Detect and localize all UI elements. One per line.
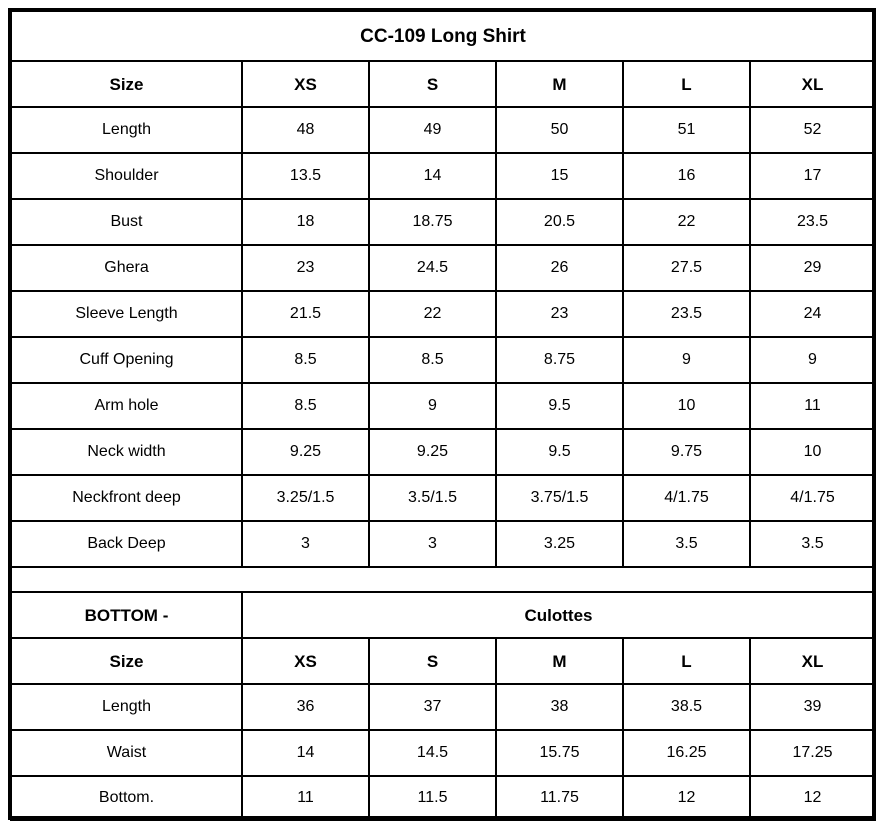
- measurement-value: 23: [496, 291, 623, 337]
- measurement-value: 9.5: [496, 429, 623, 475]
- measurement-value: 3: [242, 521, 369, 567]
- table-row: [11, 730, 875, 776]
- measurement-value: 23: [242, 245, 369, 291]
- measurement-value: 10: [750, 429, 875, 475]
- table-row: [11, 199, 875, 245]
- measurement-value: 20.5: [496, 199, 623, 245]
- measurement-value: 13.5: [242, 153, 369, 199]
- measurement-value: 17: [750, 153, 875, 199]
- measurement-value: 4/1.75: [623, 475, 750, 521]
- measurement-value: 9.75: [623, 429, 750, 475]
- measurement-value: 49: [369, 107, 496, 153]
- measurement-label: Bust: [11, 199, 242, 245]
- bottom-section-row: [11, 592, 875, 638]
- measurement-value: 3.5: [623, 521, 750, 567]
- measurement-value: 11.5: [369, 776, 496, 820]
- measurement-value: 16.25: [623, 730, 750, 776]
- title-row: [11, 11, 875, 61]
- size-column-header: M: [496, 638, 623, 684]
- size-column-header: S: [369, 61, 496, 107]
- measurement-value: 8.5: [369, 337, 496, 383]
- measurement-value: 38: [496, 684, 623, 730]
- measurement-value: 36: [242, 684, 369, 730]
- measurement-value: 11: [242, 776, 369, 820]
- measurement-value: 37: [369, 684, 496, 730]
- measurement-value: 14.5: [369, 730, 496, 776]
- measurement-value: 38.5: [623, 684, 750, 730]
- measurement-label: Sleeve Length: [11, 291, 242, 337]
- measurement-label: Length: [11, 107, 242, 153]
- measurement-value: 3.25/1.5: [242, 475, 369, 521]
- bottom-section-label: BOTTOM -: [11, 592, 242, 638]
- measurement-value: 18.75: [369, 199, 496, 245]
- measurement-value: 4/1.75: [750, 475, 875, 521]
- size-column-header: XS: [242, 638, 369, 684]
- spacer-row: [11, 567, 875, 592]
- size-column-header: XL: [750, 61, 875, 107]
- table-row: [11, 107, 875, 153]
- measurement-value: 10: [623, 383, 750, 429]
- measurement-label: Neckfront deep: [11, 475, 242, 521]
- measurement-value: 18: [242, 199, 369, 245]
- size-header-cell: Size: [11, 638, 242, 684]
- measurement-label: Bottom.: [11, 776, 242, 820]
- measurement-value: 3.25: [496, 521, 623, 567]
- top-header-row: [11, 61, 875, 107]
- measurement-value: 14: [369, 153, 496, 199]
- measurement-value: 3: [369, 521, 496, 567]
- measurement-value: 23.5: [750, 199, 875, 245]
- measurement-value: 3.5/1.5: [369, 475, 496, 521]
- measurement-label: Neck width: [11, 429, 242, 475]
- measurement-value: 27.5: [623, 245, 750, 291]
- table-row: [11, 291, 875, 337]
- measurement-value: 8.5: [242, 383, 369, 429]
- measurement-value: 50: [496, 107, 623, 153]
- measurement-value: 52: [750, 107, 875, 153]
- measurement-label: Cuff Opening: [11, 337, 242, 383]
- table-row: [11, 245, 875, 291]
- measurement-value: 51: [623, 107, 750, 153]
- measurement-value: 22: [369, 291, 496, 337]
- measurement-value: 24.5: [369, 245, 496, 291]
- measurement-value: 9: [750, 337, 875, 383]
- measurement-label: Arm hole: [11, 383, 242, 429]
- measurement-value: 29: [750, 245, 875, 291]
- bottom-garment-name: Culottes: [242, 592, 875, 638]
- measurement-value: 39: [750, 684, 875, 730]
- measurement-value: 24: [750, 291, 875, 337]
- measurement-value: 22: [623, 199, 750, 245]
- size-column-header: L: [623, 638, 750, 684]
- measurement-value: 23.5: [623, 291, 750, 337]
- measurement-value: 26: [496, 245, 623, 291]
- measurement-label: Length: [11, 684, 242, 730]
- measurement-value: 8.5: [242, 337, 369, 383]
- size-column-header: XS: [242, 61, 369, 107]
- measurement-value: 9: [623, 337, 750, 383]
- measurement-value: 21.5: [242, 291, 369, 337]
- table-row: [11, 153, 875, 199]
- measurement-value: 9.5: [496, 383, 623, 429]
- measurement-value: 9.25: [369, 429, 496, 475]
- measurement-value: 12: [750, 776, 875, 820]
- measurement-label: Waist: [11, 730, 242, 776]
- size-column-header: XL: [750, 638, 875, 684]
- size-column-header: S: [369, 638, 496, 684]
- bottom-header-row: [11, 638, 875, 684]
- table-row: [11, 383, 875, 429]
- measurement-value: 15.75: [496, 730, 623, 776]
- measurement-value: 9.25: [242, 429, 369, 475]
- measurement-value: 16: [623, 153, 750, 199]
- measurement-value: 11: [750, 383, 875, 429]
- measurement-label: Shoulder: [11, 153, 242, 199]
- measurement-value: 3.5: [750, 521, 875, 567]
- measurement-value: 17.25: [750, 730, 875, 776]
- size-chart-table: [10, 10, 876, 821]
- table-row: [11, 521, 875, 567]
- spacer-cell: [11, 567, 875, 592]
- measurement-value: 12: [623, 776, 750, 820]
- measurement-value: 48: [242, 107, 369, 153]
- table-row: [11, 776, 875, 820]
- table-row: [11, 337, 875, 383]
- measurement-value: 3.75/1.5: [496, 475, 623, 521]
- measurement-value: 9: [369, 383, 496, 429]
- size-header-cell: Size: [11, 61, 242, 107]
- measurement-value: 8.75: [496, 337, 623, 383]
- table-row: [11, 429, 875, 475]
- measurement-value: 15: [496, 153, 623, 199]
- measurement-value: 14: [242, 730, 369, 776]
- table-row: [11, 475, 875, 521]
- table-title: CC-109 Long Shirt: [11, 11, 875, 61]
- size-column-header: L: [623, 61, 750, 107]
- measurement-value: 11.75: [496, 776, 623, 820]
- table-row: [11, 684, 875, 730]
- measurement-label: Back Deep: [11, 521, 242, 567]
- size-column-header: M: [496, 61, 623, 107]
- measurement-label: Ghera: [11, 245, 242, 291]
